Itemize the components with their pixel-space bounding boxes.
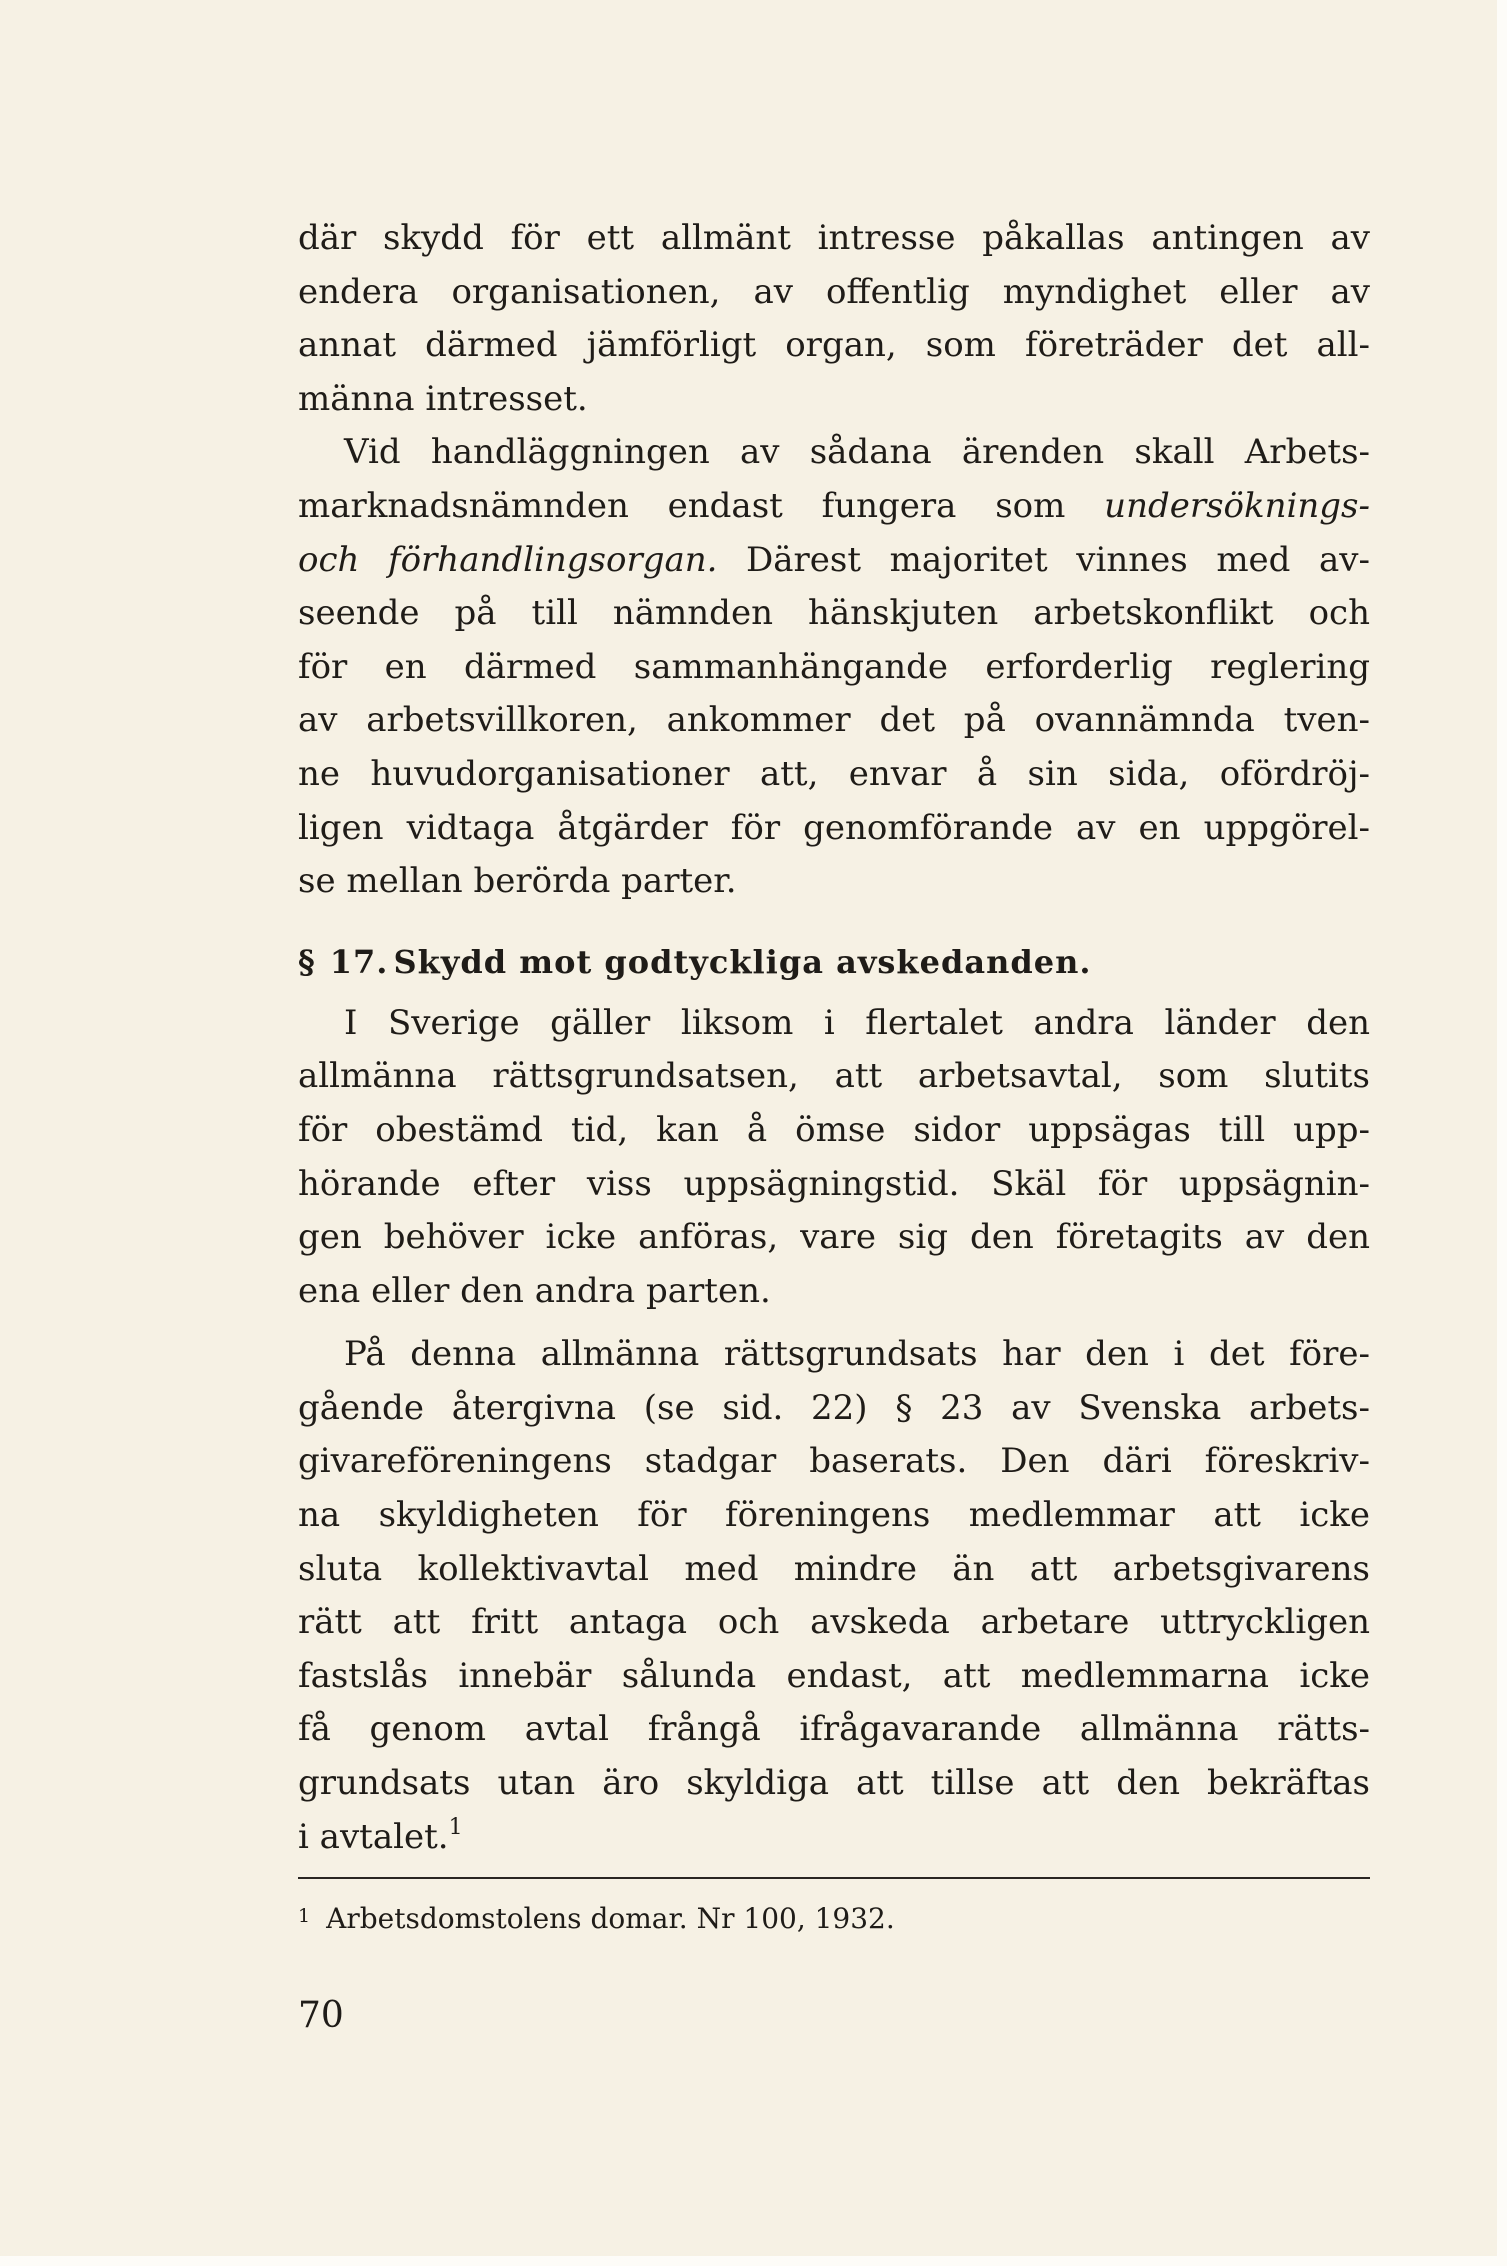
footnote: [298, 1896, 1370, 1939]
text-line: få genom avtal frångå ifrågavarande allmänna rätts-: [298, 1709, 1370, 1750]
text-line: annat därmed jämförligt organ, som företräder det all-: [298, 325, 1370, 366]
text-line: ne huvudorganisationer att, envar å sin sida, ofördröj-: [298, 753, 1370, 794]
text-segment: Därest majoritet vinnes med av-: [717, 539, 1370, 580]
text-line: av arbetsvillkoren, ankommer det på ovannämnda tven-: [298, 700, 1370, 741]
page-number: 70: [298, 1995, 344, 2036]
text-line: se mellan berörda parter.: [298, 861, 737, 902]
text-line: [298, 480, 1370, 534]
footnote-divider: [298, 1877, 1370, 1879]
text-line: [298, 534, 1370, 588]
section-symbol: §: [298, 942, 316, 981]
paragraph-1: [298, 212, 1370, 426]
text-line: na skyldigheten för föreningens medlemmar att icke: [298, 1495, 1370, 1536]
text-line: gående återgivna (se sid. 22) § 23 av Svenska arbets-: [298, 1387, 1370, 1428]
footnote-marker: 1: [298, 1905, 311, 1927]
text-line: gen behöver icke anföras, vare sig den företagits av den: [298, 1217, 1370, 1258]
section-number: 17.: [329, 942, 389, 981]
footnote-reference: 1: [448, 1814, 463, 1840]
paragraph-3: [298, 997, 1370, 1319]
text-line: ligen vidtaga åtgärder för genomförande av en uppgörel-: [298, 807, 1370, 848]
text-segment: marknadsnämnden endast fungera som: [298, 485, 1105, 526]
text-line: för obestämd tid, kan å ömse sidor uppsägas till upp-: [298, 1109, 1370, 1150]
text-line: På denna allmänna rättsgrundsats har den i det före-: [344, 1334, 1370, 1375]
text-line: ena eller den andra parten.: [298, 1270, 771, 1311]
section-title: Skydd mot godtyckliga avskedanden.: [393, 942, 1092, 981]
text-line: där skydd för ett allmänt intresse påkallas antingen av: [298, 218, 1370, 258]
text-line: för en därmed sammanhängande erforderlig reglering: [298, 646, 1370, 687]
text-line: I Sverige gäller liksom i flertalet andra länder den: [344, 1002, 1370, 1043]
text-line: hörande efter viss uppsägningstid. Skäl för uppsägnin-: [298, 1163, 1370, 1204]
text-line: sluta kollektivavtal med mindre än att arbetsgivarens: [298, 1548, 1370, 1589]
text-line: männa intresset.: [298, 378, 588, 419]
text-line: seende på till nämnden hänskjuten arbetskonflikt och: [298, 593, 1370, 634]
paragraph-4: [298, 1328, 1370, 1864]
text-line: fastslås innebär sålunda endast, att medlemmarna icke: [298, 1655, 1370, 1696]
text-line: givareföreningens stadgar baserats. Den däri föreskriv-: [298, 1441, 1370, 1482]
italic-term: och förhandlingsorgan.: [298, 539, 718, 580]
paragraph-2: [298, 426, 1370, 908]
text-line: Vid handläggningen av sådana ärenden skall Arbets-: [344, 432, 1370, 473]
italic-term: undersöknings-: [1104, 485, 1370, 526]
text-segment: i avtalet.: [298, 1816, 449, 1857]
section-heading: [298, 933, 1370, 991]
text-line: allmänna rättsgrundsatsen, att arbetsavtal, som slutits: [298, 1056, 1370, 1097]
text-line: grundsats utan äro skyldiga att tillse att den bekräftas: [298, 1763, 1370, 1804]
paragraph-gap: [298, 1318, 1370, 1328]
text-line: rätt att fritt antaga och avskeda arbetare uttryckligen: [298, 1602, 1370, 1643]
text-line: endera organisationen, av offentlig myndighet eller av: [298, 271, 1370, 312]
footnote-text: Arbetsdomstolens domar. Nr 100, 1932.: [326, 1902, 895, 1935]
text-line: [298, 1811, 1370, 1865]
body-text: [298, 212, 1370, 1864]
